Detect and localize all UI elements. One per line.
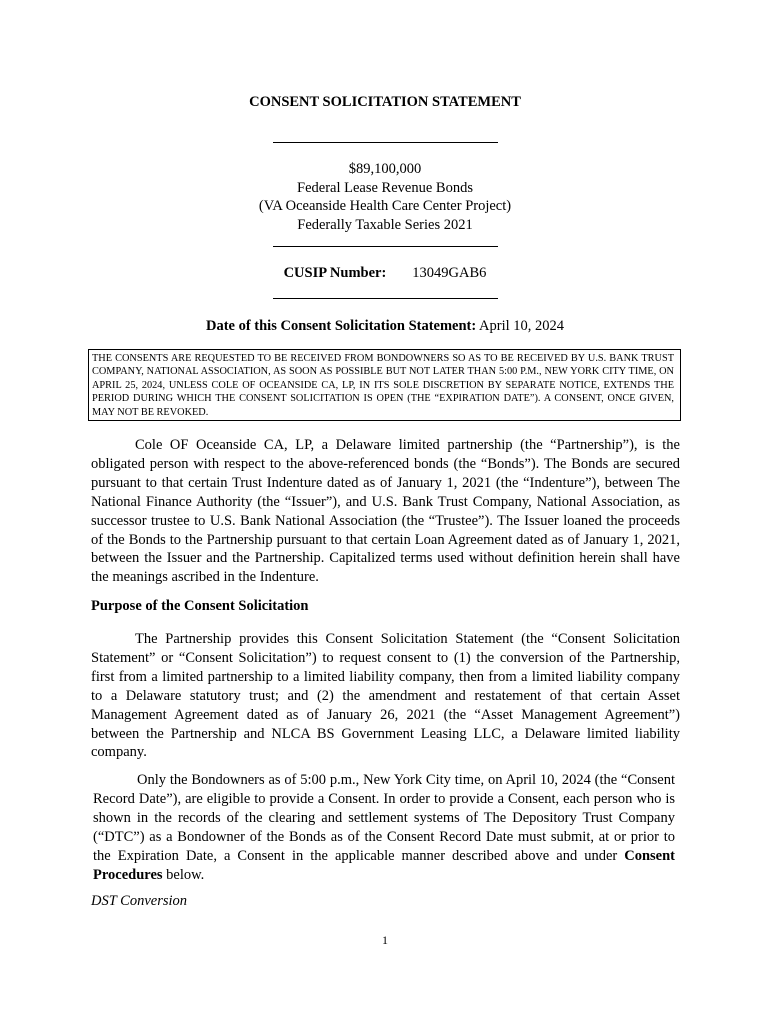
- bond-description: [0, 160, 770, 234]
- consent-procedures-ref: Consent Procedures: [93, 847, 675, 883]
- record-date-paragraph: [93, 771, 675, 884]
- cusip-line: [0, 265, 770, 282]
- expiration-notice-box: THE CONSENTS ARE REQUESTED TO BE RECEIVED FROM BONDOWNERS SO AS TO BE RECEIVED BY U.S. BANK TRUST COMPANY, NATIONAL ASSOCIATION, AS SOON AS POSSIBLE BUT NOT LATER THAN 5:00 P.M., NEW YORK CITY TIME, ON APRIL 25, 2024, UNLESS COLE OF OCEANSIDE CA, LP, IN ITS SOLE DISCRETION BY SEPARATE NOTICE, EXTENDS THE PERIOD DURING WHICH THE CONSENT SOLICITATION IS OPEN (THE “EXPIRATION DATE”). A CONSENT, ONCE GIVEN, MAY NOT BE REVOKED.: [88, 349, 681, 421]
- purpose-paragraph: [91, 630, 680, 762]
- subheading-dst-conversion: DST Conversion: [91, 893, 188, 909]
- purpose-text: The Partnership provides this Consent Solicitation Statement (the “Consent Solicitation Statement” or “Consent Solicitation”) to request consent to (1) the conversion of the Partnership, first from a limited partnership to a limited liability company, then from a limited liability company to a Delaware statutory trust; and (2) the amendment and restatement of that certain Asset Management Agreement dated as of January 26, 2021 (the “Asset Management Agreement”) between the Partnership and NLCA BS Government Leasing LLC, a Delaware limited liability company.: [91, 631, 680, 761]
- date-label: Date of this Consent Solicitation Statement:: [205, 318, 477, 334]
- bond-project: (VA Oceanside Health Care Center Project): [258, 198, 512, 214]
- intro-text: Cole OF Oceanside CA, LP, a Delaware limited partnership (the “Partnership”), is the obligated person with respect to the above-referenced bonds (the “Bonds”). The Bonds are secured pursuant to that certain Trust Indenture dated as of January 1, 2021 (the “Indenture”), between The National Finance Authority (the “Issuer”), and U.S. Bank Trust Company, National Association, as successor trustee to U.S. Bank National Association (the “Trustee”). The Issuer loaned the proceeds of the Bonds to the Partnership pursuant to that certain Loan Agreement dated as of January 1, 2021, between the Issuer and the Partnership. Capitalized terms used without definition herein shall have the meanings ascribed in the Indenture.: [91, 437, 680, 586]
- bond-name: Federal Lease Revenue Bonds: [297, 179, 473, 196]
- section-heading-purpose: Purpose of the Consent Solicitation: [91, 598, 309, 614]
- record-date-text: Only the Bondowners as of 5:00 p.m., New York City time, on April 10, 2024 (the “Consent Record Date”), are eligible to provide a Consent. In order to provide a Consent, each person who is shown in the records of the clearing and settlement systems of The Depository Trust Company (“DTC”) as a Bondowner of the Bonds as of the Consent Record Date must submit, at or prior to the Expiration Date, a Consent in the applicable manner described above and under: [93, 772, 675, 864]
- divider-2: [273, 246, 498, 247]
- bond-series: Federally Taxable Series 2021: [297, 216, 473, 233]
- document-title: CONSENT SOLICITATION STATEMENT: [249, 94, 521, 110]
- date-value: April 10, 2024: [479, 318, 565, 334]
- divider-3: [273, 298, 498, 299]
- cusip-value: 13049GAB6: [412, 265, 487, 281]
- intro-paragraph: [91, 436, 680, 587]
- cusip-label: CUSIP Number:: [283, 265, 387, 281]
- record-date-end: below.: [162, 866, 205, 883]
- divider-1: [273, 142, 498, 143]
- bond-amount: $89,100,000: [348, 161, 422, 177]
- statement-date: [0, 318, 770, 335]
- page-number: 1: [382, 933, 388, 947]
